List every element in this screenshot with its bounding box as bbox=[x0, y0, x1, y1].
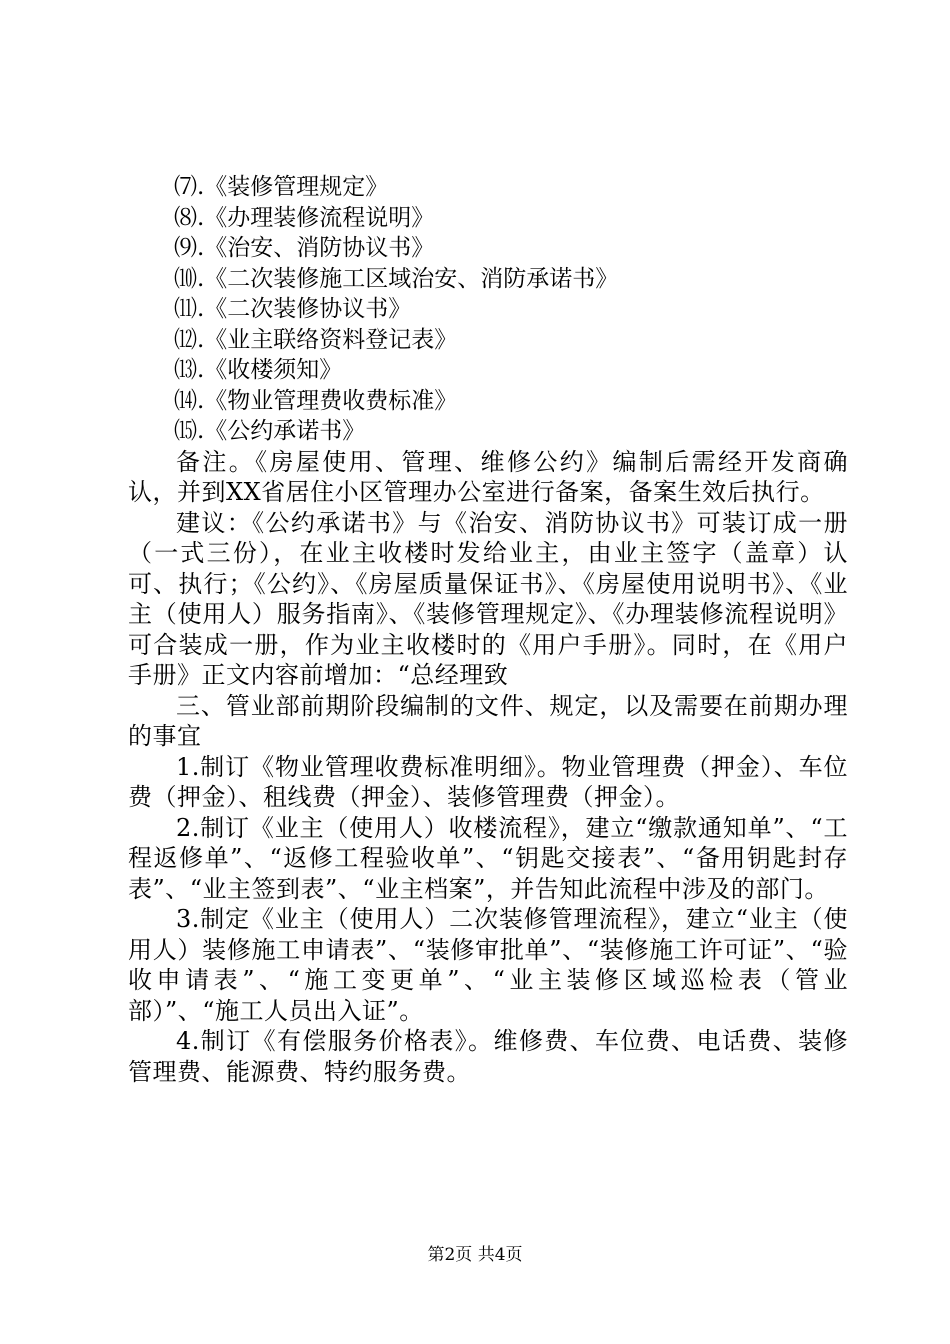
list-item: ⑽.《二次装修施工区域治安、消防承诺书》 bbox=[174, 265, 619, 292]
list-item: ⒂.《公约承诺书》 bbox=[174, 418, 366, 444]
attachment-list bbox=[128, 172, 848, 447]
section-heading: 三、管业部前期阶段编制的文件、规定，以及需要在前期办理的事宜 bbox=[128, 691, 848, 750]
page-indicator: 第2页 共4页 bbox=[427, 1245, 523, 1265]
list-item: ⑻.《办理装修流程说明》 bbox=[174, 204, 435, 231]
document-body bbox=[128, 172, 848, 1087]
item-paragraph: 2.制订《业主（使用人）收楼流程》，建立“缴款通知单”、“工程返修单”、“返修工程验收单”、“钥匙交接表”、“备用钥匙封存表”、“业主签到表”、“业主档案”，并告知此流程中涉及的部门。 bbox=[128, 813, 848, 903]
remark-paragraph: 备注。《房屋使用、管理、维修公约》编制后需经开发商确认，并到XX省居住小区管理办公室进行备案，备案生效后执行。 bbox=[128, 447, 848, 506]
list-item: ⑺.《装修管理规定》 bbox=[174, 174, 389, 200]
list-item: ⑾.《二次装修协议书》 bbox=[174, 296, 412, 322]
suggestion-paragraph: 建议：《公约承诺书》与《治安、消防协议书》可装订成一册（一式三份），在业主收楼时发给业主，由业主签字（盖章）认可、执行；《公约》、《房屋质量保证书》、《房屋使用说明书》、《业主（使用人）服务指南》、《装修管理规定》、《办理装修流程说明》可合装成一册，作为业主收楼时的《用户手册》。同时，在《用户手册》正文内容前增加：“总经理致 bbox=[128, 508, 848, 689]
item-paragraph: 4.制订《有偿服务价格表》。维修费、车位费、电话费、装修管理费、能源费、特约服务费。 bbox=[128, 1027, 848, 1086]
item-paragraph: 3.制定《业主（使用人）二次装修管理流程》，建立“业主（使用人）装修施工申请表”、“装修审批单”、“装修施工许可证”、“验收申请表”、“施工变更单”、“业主装修区域巡检表（管业部）”、“施工人员出入证”。 bbox=[128, 905, 848, 1025]
item-paragraph: 1.制订《物业管理收费标准明细》。物业管理费（押金）、车位费（押金）、租线费（押金）、装修管理费（押金）。 bbox=[128, 752, 848, 811]
list-item: ⑼.《治安、消防协议书》 bbox=[174, 235, 435, 261]
list-item: ⒀.《收楼须知》 bbox=[174, 357, 343, 383]
page-footer bbox=[0, 1245, 950, 1265]
list-item: ⒁.《物业管理费收费标准》 bbox=[174, 387, 458, 414]
list-item: ⑿.《业主联络资料登记表》 bbox=[174, 326, 458, 353]
